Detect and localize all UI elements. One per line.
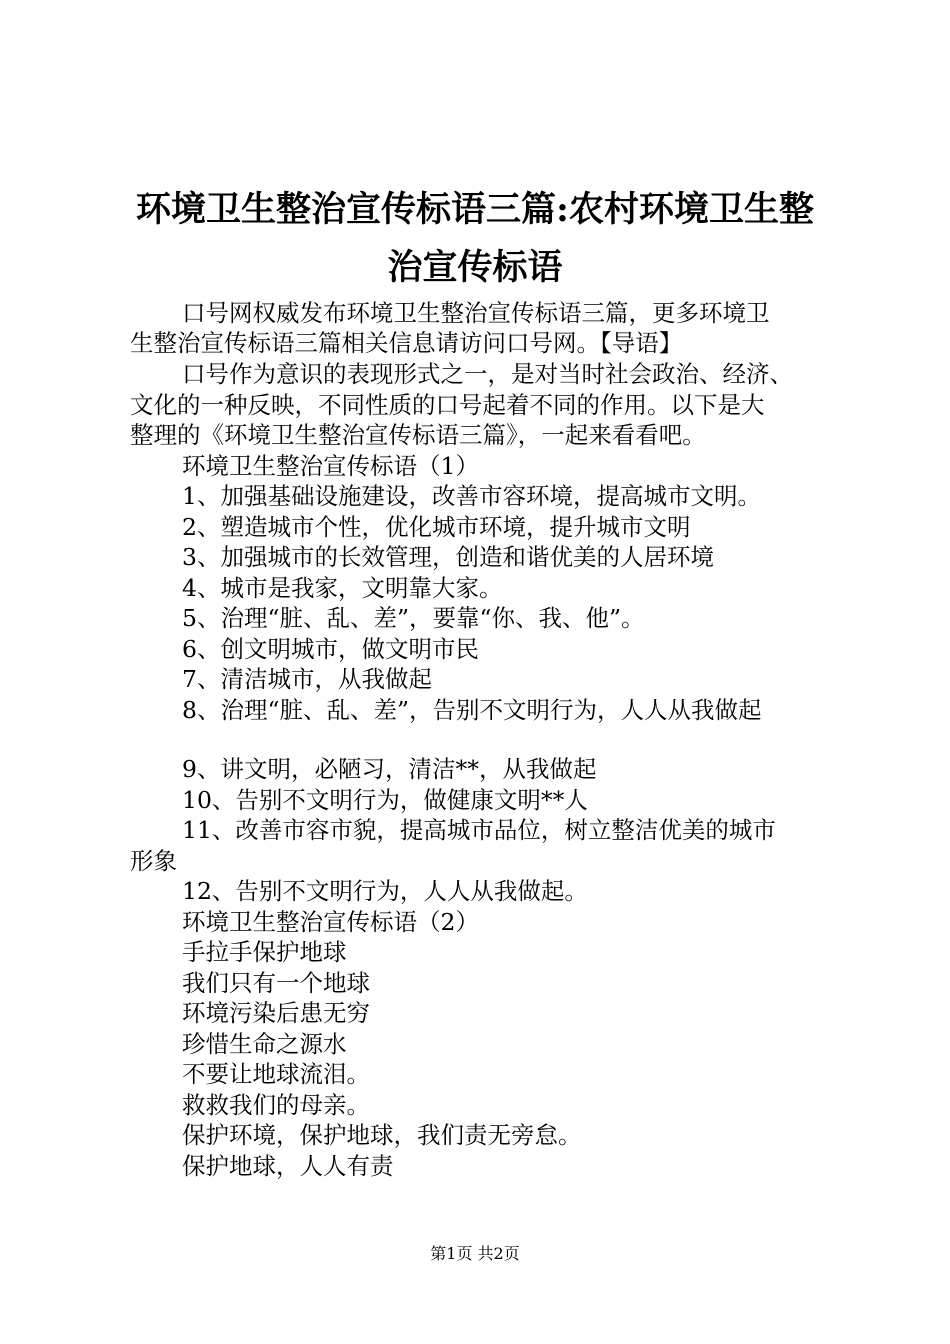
slogan-item: 2、塑造城市个性，优化城市环境，提升城市文明 [182,513,691,541]
slogan-item: 保护环境，保护地球，我们责无旁怠。 [182,1121,582,1149]
slogan-item: 我们只有一个地球 [182,969,370,997]
slogan-item-continuation: 形象 [130,847,177,875]
slogan-item: 保护地球，人人有责 [182,1152,394,1180]
intro-paragraph-line: 口号网权威发布环境卫生整治宣传标语三篇，更多环境卫 [182,299,770,327]
lead-paragraph-line: 文化的一种反映，不同性质的口号起着不同的作用。以下是大 [130,391,765,419]
slogan-item: 环境污染后患无穷 [182,999,370,1027]
document-title-line-2: 治宣传标语 [387,247,563,288]
section-heading-2: 环境卫生整治宣传标语（2） [182,908,479,936]
slogan-item: 不要让地球流泪。 [182,1060,370,1088]
lead-paragraph-line: 口号作为意识的表现形式之一，是对当时社会政治、经济、 [182,360,793,388]
slogan-item: 10、告别不文明行为，做健康文明**人 [182,786,588,814]
slogan-item: 手拉手保护地球 [182,938,347,966]
document-title-line-1: 环境卫生整治宣传标语三篇:农村环境卫生整 [136,189,814,230]
slogan-item: 1、加强基础设施建设，改善市容环境，提高城市文明。 [182,482,761,510]
section-heading-1: 环境卫生整治宣传标语（1） [182,452,479,480]
slogan-item: 6、创文明城市，做文明市民 [182,635,479,663]
page-number-footer: 第1页 共2页 [430,1244,520,1263]
slogan-item: 8、治理“脏、乱、差”，告别不文明行为，人人从我做起 [182,696,762,724]
slogan-item: 7、清洁城市，从我做起 [182,665,432,693]
slogan-item: 3、加强城市的长效管理，创造和谐优美的人居环境 [182,543,714,571]
intro-paragraph-line: 生整治宣传标语三篇相关信息请访问口号网。【导语】 [130,329,683,357]
slogan-item: 救救我们的母亲。 [182,1091,370,1119]
slogan-item: 12、告别不文明行为，人人从我做起。 [182,877,588,905]
slogan-item: 珍惜生命之源水 [182,1030,347,1058]
lead-paragraph-line: 整理的《环境卫生整治宣传标语三篇》，一起来看看吧。 [130,421,706,449]
slogan-item: 5、治理“脏、乱、差”，要靠“你、我、他”。 [182,604,645,632]
slogan-item: 4、城市是我家，文明靠大家。 [182,574,503,602]
slogan-item: 9、讲文明，必陋习，清洁**，从我做起 [182,755,597,783]
slogan-item: 11、改善市容市貌，提高城市品位，树立整洁优美的城市 [182,816,776,844]
